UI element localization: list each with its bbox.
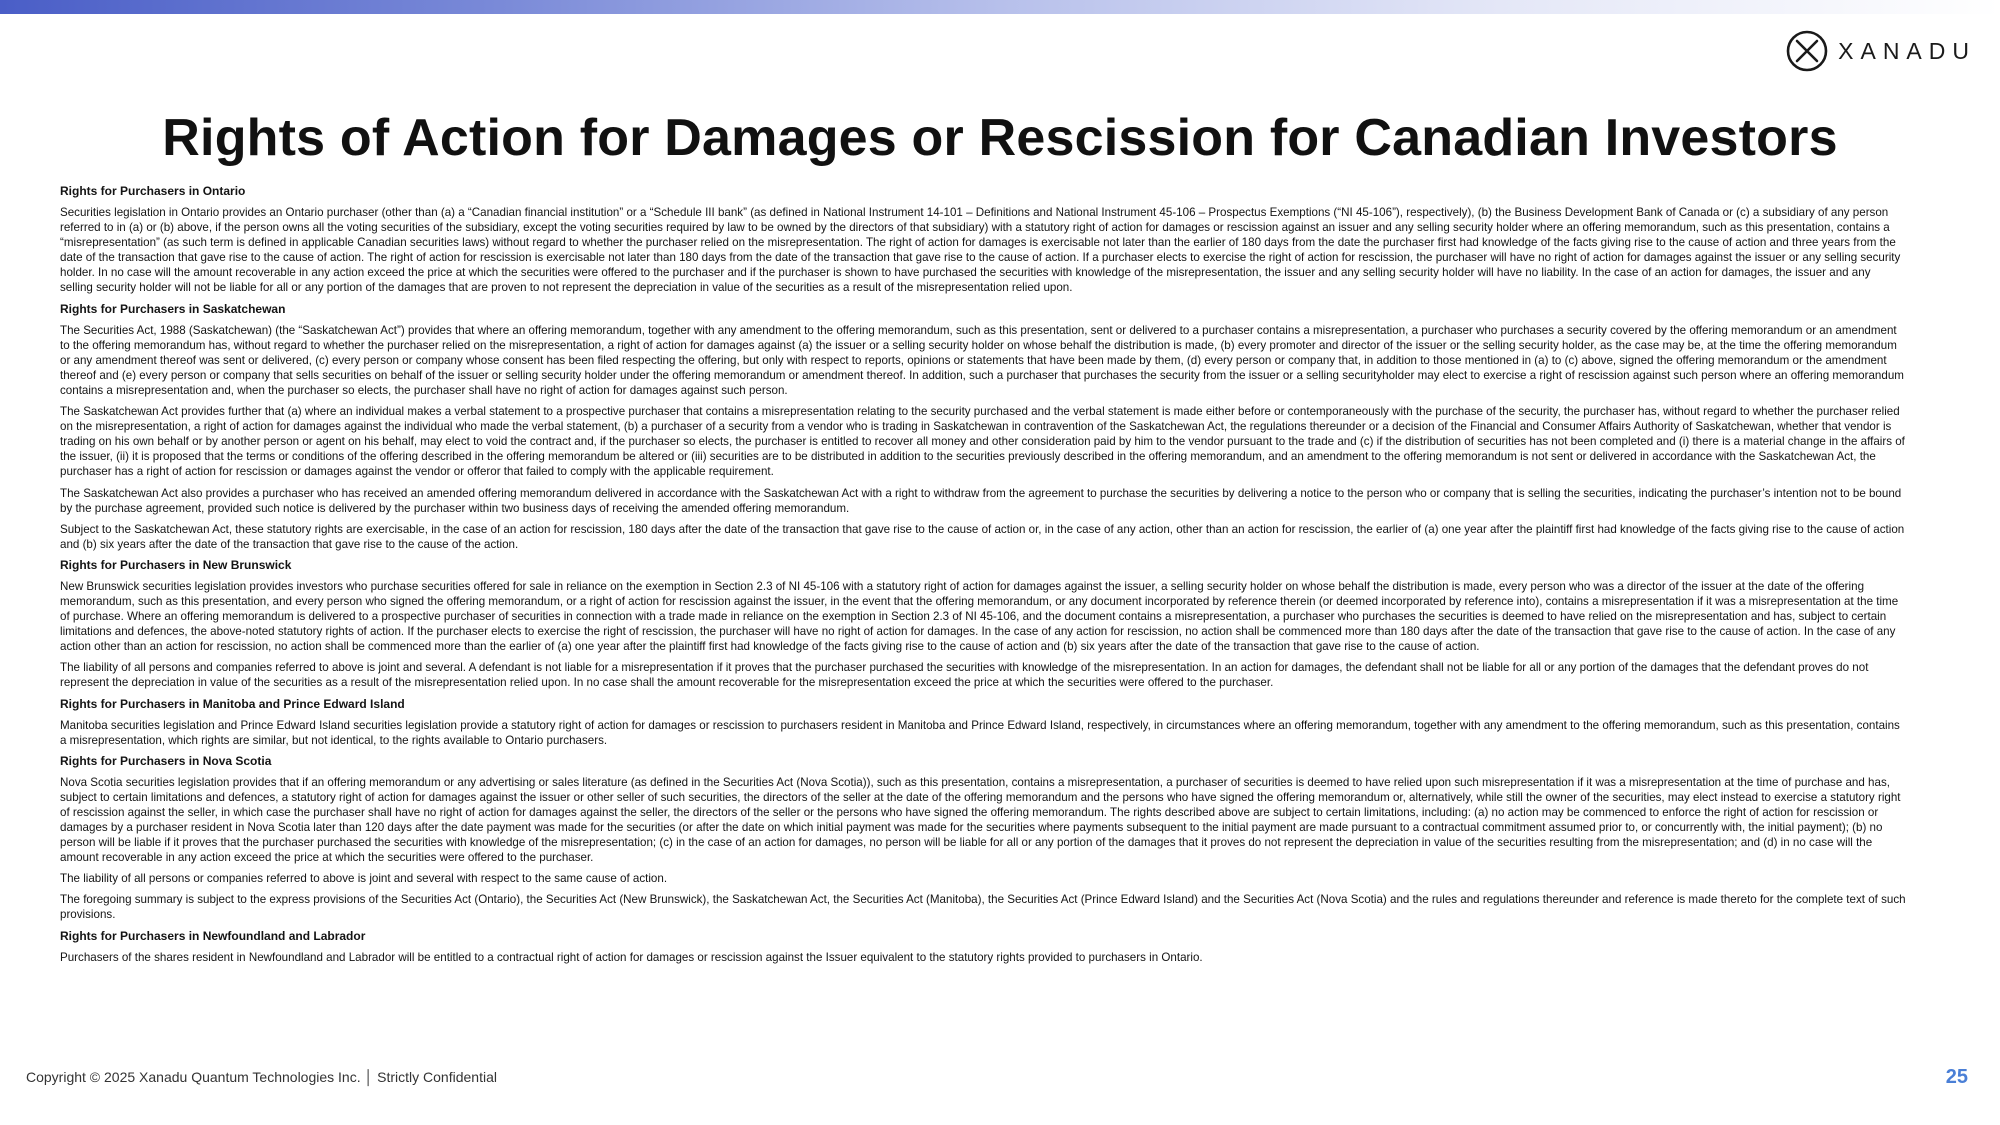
section-heading: Rights for Purchasers in New Brunswick bbox=[60, 557, 292, 572]
section-paragraph: Subject to the Saskatchewan Act, these statutory rights are exercisable, in the case of an action for rescission, 180 days after the date of the transaction that gave rise to the cause of action or, in the case of any action, other than an action for rescission, the earlier of (a) one year after the plaintiff first had knowledge of the facts giving rise to the cause of action and (b) six years after the date of the transaction that gave rise to the cause of the action. bbox=[60, 522, 1905, 551]
section-paragraph: Purchasers of the shares resident in Newfoundland and Labrador will be entitled to a contractual right of action for damages or rescission against the Issuer equivalent to the statutory rights provided to purchasers in Ontario. bbox=[60, 950, 1203, 964]
top-gradient-bar bbox=[0, 0, 2000, 14]
section-paragraph: The foregoing summary is subject to the express provisions of the Securities Act (Ontario), the Securities Act (New Brunswick), the Saskatchewan Act, the Securities Act (Manitoba), the Securities Act (Prince Edward Island) and the Securities Act (Nova Scotia) and the rules and regulations thereunder and reference is made thereto for the complete text of such provisions. bbox=[60, 893, 1906, 922]
section-heading: Rights for Purchasers in Saskatchewan bbox=[60, 301, 286, 316]
page-title: Rights of Action for Damages or Rescission for Canadian Investors bbox=[162, 109, 1838, 167]
section-paragraph: The Saskatchewan Act provides further that (a) where an individual makes a verbal statement to a prospective purchaser that contains a misrepresentation relating to the security purchased and the verbal statement is made either before or contemporaneously with the purchase of the security, the purchaser has, without regard to whether the purchaser relied on the misrepresentation, a right of action for damages against the individual who made the verbal statement, (b) a purchaser of a security from a vendor who is trading in Saskatchewan in contravention of the Saskatchewan Act, the regulations thereunder or a decision of the Financial and Consumer Affairs Authority of Saskatchewan, whether that vendor is trading on his own behalf or by another person or agent on his behalf, may elect to void the contract and, if the purchaser so elects, the purchaser is entitled to recover all money and other consideration paid by him to the vendor pursuant to the trade and (c) if the distribution of securities has not been completed and (i) there is a material change in the affairs of the issuer, (ii) it is proposed that the terms or conditions of the offering described in the offering memorandum be altered or (iii) securities are to be distributed in addition to the securities previously described in the offering memorandum, and an amendment to the offering memorandum is not sent or delivered in accordance with the Saskatchewan Act, the purchaser has a right of action for rescission or damages against the vendor or offeror that failed to comply with the applicable requirement. bbox=[60, 405, 1905, 479]
section-paragraph: The liability of all persons or companies referred to above is joint and several with respect to the same cause of action. bbox=[60, 872, 668, 886]
section-heading: Rights for Purchasers in Manitoba and Prince Edward Island bbox=[60, 696, 405, 711]
logo-wordmark: XANADU bbox=[1838, 37, 1976, 64]
section-paragraph: The liability of all persons and companies referred to above is joint and several. A defendant is not liable for a misrepresentation if it proves that the purchaser purchased the securities with knowledge of the misrepresentation. In an action for damages, the defendant shall not be liable for all or any portion of the damages that the defendant proves do not represent the depreciation in value of the securities as a result of the misrepresentation relied upon. In no case shall the amount recoverable for the misrepresentation exceed the price at which the securities were offered to the purchaser. bbox=[60, 661, 1869, 690]
xanadu-logo bbox=[1786, 30, 1976, 72]
section-paragraph: Manitoba securities legislation and Prince Edward Island securities legislation provide a statutory right of action for damages or rescission to purchasers resident in Manitoba and Prince Edward Island, respectively, in circumstances where an offering memorandum, together with any amendment to the offering memorandum, such as this presentation, contains a misrepresentation, which rights are similar, but not identical, to the rights available to Ontario purchasers. bbox=[60, 718, 1900, 747]
footer-copyright: Copyright © 2025 Xanadu Quantum Technologies Inc. │ Strictly Confidential bbox=[26, 1069, 497, 1085]
section-paragraph: New Brunswick securities legislation provides investors who purchase securities offered for sale in reliance on the exemption in Section 2.3 of NI 45-106 with a statutory right of action for damages against the issuer, a selling security holder on whose behalf the distribution is made, every person who was a director of the issuer at the date of the offering memorandum, such as this presentation, and every person who signed the offering memorandum, or a right of action for rescission against the issuer, in the event that the offering memorandum, or any document incorporated by reference therein (or deemed incorporated by reference into), contains a misrepresentation if it was a misrepresentation at the time of purchase. Where an offering memorandum is delivered to a prospective purchaser of securities in connection with a trade made in reliance on the exemption in Section 2.3 of NI 45-106, and the document contains a misrepresentation, a purchaser who purchases the securities is deemed to have relied on the misrepresentation and has, subject to certain limitations and defences, the above-noted statutory rights of action. If the purchaser elects to exercise the right of rescission, the purchaser will have no right of action for damages. In the case of any action for rescission, no action shall be commenced more than 180 days after the date of the transaction that gave rise to the cause of action. In the case of any action other than an action for rescission, no action shall be commenced more than the earlier of (a) one year after the plaintiff first had knowledge of the facts giving rise to the cause of action and (b) six years after the date of the transaction that gave rise to the cause of action. bbox=[60, 579, 1899, 654]
xanadu-logo-mark-icon bbox=[1786, 30, 1828, 72]
section-heading: Rights for Purchasers in Newfoundland and Labrador bbox=[60, 928, 366, 943]
page-number: 25 bbox=[1945, 1066, 1968, 1088]
section-paragraph: The Securities Act, 1988 (Saskatchewan) (the “Saskatchewan Act”) provides that where an offering memorandum, together with any amendment to the offering memorandum, such as this presentation, sent or delivered to a purchaser contains a misrepresentation, a purchaser who purchases a security covered by the offering memorandum or an amendment to the offering memorandum has, without regard to whether the purchaser relied on the misrepresentation, a right of action for damages against (a) the issuer or a selling security holder on whose behalf the distribution is made, (b) every promoter and director of the issuer or the selling security holder, as the case may be, at the time the offering memorandum or any amendment thereof was sent or delivered, (c) every person or company whose consent has been filed respecting the offering, but only with respect to reports, opinions or statements that have been made by them, (d) every person or company that, in addition to those mentioned in (a) to (c) above, signed the offering memorandum or the amendment thereof and (e) every person or company that sells securities on behalf of the issuer or selling security holder under the offering memorandum or amendment thereof. In addition, such a purchaser that purchases the security from the issuer or a selling securityholder may elect to exercise a right of rescission against such person where an offering memorandum contains a misrepresentation and, when the purchaser so elects, the purchaser shall have no right of action for damages against such person. bbox=[60, 323, 1904, 397]
section-heading: Rights for Purchasers in Ontario bbox=[60, 184, 246, 198]
section-paragraph: The Saskatchewan Act also provides a purchaser who has received an amended offering memorandum delivered in accordance with the Saskatchewan Act with a right to withdraw from the agreement to purchase the securities by delivering a notice to the person who or company that is selling the securities, indicating the purchaser’s intention not to be bound by the purchase agreement, provided such notice is delivered by the purchaser within two business days of receiving the amended offering memorandum. bbox=[60, 486, 1902, 515]
legal-disclosure-body bbox=[60, 184, 1906, 971]
section-paragraph: Securities legislation in Ontario provides an Ontario purchaser (other than (a) a “Canadian financial institution” or a “Schedule III bank” (as defined in National Instrument 14-101 – Definitions and National Instrument 45-106 – Prospectus Exemptions (“NI 45-106”), respectively), (b) the Business Development Bank of Canada or (c) a subsidiary of any person referred to in (a) or (b) above, if the person owns all the voting securities of the subsidiary, except the voting securities required by law to be owned by the directors of that subsidiary) with a statutory right of action for damages or rescission against an issuer and any selling security holder where an offering memorandum, such as this presentation, contains a “misrepresentation” (as such term is defined in applicable Canadian securities laws) without regard to whether the purchaser relied on the misrepresentation. The right of action for damages is exercisable not later than the earlier of 180 days from the date the purchaser first had knowledge of the facts giving rise to the cause of action and three years from the date of the transaction that gave rise to the cause of action. The right of action for rescission is exercisable not later than 180 days from the date of the transaction that gave rise to the cause of action. If a purchaser elects to exercise the right of action for rescission, the purchaser will have no right of action for damages against the issuer or any selling security holder. In no case will the amount recoverable in any action exceed the price at which the securities were offered to the purchaser and if the purchaser is shown to have purchased the securities with knowledge of the misrepresentation, the issuer and any selling security holder will have no liability. In the case of an action for damages, the issuer and any selling security holder will not be liable for all or any portion of the damages that are proven to not represent the depreciation in value of the securities as a result of the misrepresentation relied upon. bbox=[60, 206, 1901, 295]
section-paragraph: Nova Scotia securities legislation provides that if an offering memorandum or any advertising or sales literature (as defined in the Securities Act (Nova Scotia)), such as this presentation, contains a misrepresentation, a purchaser of securities is deemed to have relied upon such misrepresentation if it was a misrepresentation at the time of purchase and has, subject to certain limitations and defences, a statutory right of action for damages against the issuer or other seller of such securities, the directors of the seller at the date of the offering memorandum and the persons who have signed the offering memorandum or, alternatively, while still the owner of the securities, may elect instead to exercise a statutory right of rescission against the seller, in which case the purchaser shall have no right of action for damages against the seller, the directors of the seller or the persons who have signed the offering memorandum. The rights described above are subject to certain limitations, including: (a) no action may be commenced to enforce the right of action for rescission or damages by a purchaser resident in Nova Scotia later than 120 days after the date payment was made for the securities (or after the date on which initial payment was made for the securities where payments subsequent to the initial payment are made pursuant to a contractual commitment assumed prior to, or concurrently with, the initial payment); (b) no person will be liable if it proves that the purchaser purchased the securities with knowledge of the misrepresentation; (c) in the case of an action for damages, no person will be liable for all or any portion of the damages that it proves do not represent the depreciation in value of the securities resulting from the misrepresentation; and (d) in no case will the amount recoverable in any action exceed the price at which the securities were offered to the purchaser. bbox=[60, 775, 1901, 865]
section-heading: Rights for Purchasers in Nova Scotia bbox=[60, 753, 272, 768]
